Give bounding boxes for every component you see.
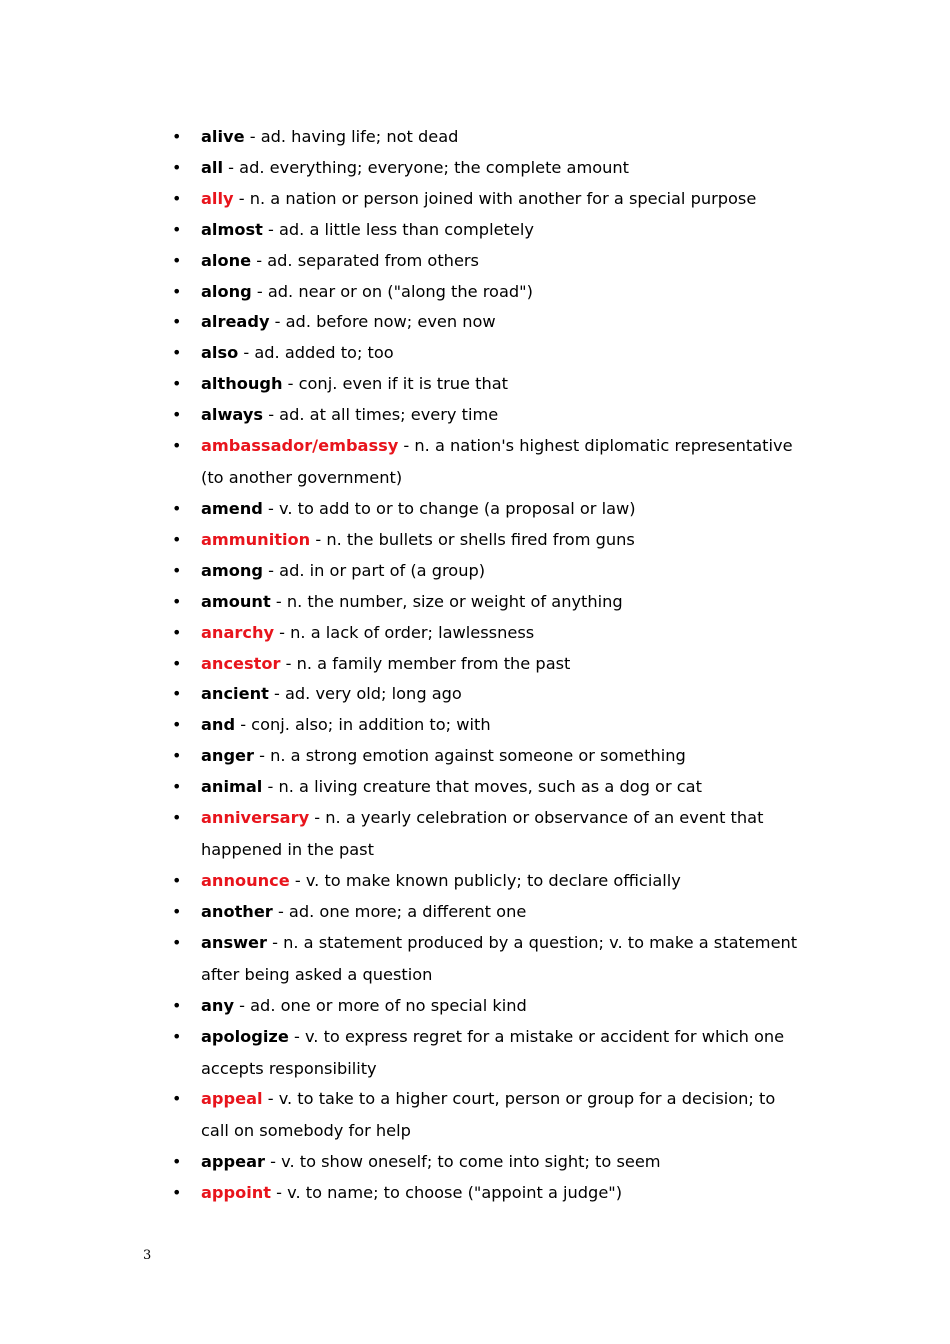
- entry-term: apologize: [201, 1026, 289, 1046]
- entry-term: ancestor: [201, 653, 281, 673]
- vocabulary-list: [0, 121, 950, 1208]
- bullet-icon: •: [172, 808, 182, 828]
- bullet-icon: •: [172, 436, 182, 456]
- bullet-icon: •: [172, 157, 182, 177]
- vocabulary-entry: [0, 1146, 801, 1178]
- entry-term: amend: [201, 498, 263, 518]
- entry-definition: - n. the bullets or shells fired from guns: [310, 529, 635, 549]
- vocabulary-entry: [0, 617, 801, 649]
- vocabulary-entry: [0, 740, 801, 772]
- entry-definition: - ad. everything; everyone; the complete amount: [223, 157, 629, 177]
- entry-definition: - ad. added to; too: [238, 343, 394, 363]
- entry-definition: - n. a lack of order; lawlessness: [274, 622, 535, 642]
- bullet-icon: •: [172, 498, 182, 518]
- entry-definition: - n. the number, size or weight of anything: [270, 591, 623, 611]
- entry-definition: - n. a yearly celebration or observance of an event that happened in the past: [201, 808, 764, 860]
- entry-definition: - n. a statement produced by a question; v. to make a statement after being asked a question: [201, 932, 798, 984]
- vocabulary-entry: [0, 709, 801, 741]
- entry-definition: - ad. one or more of no special kind: [234, 995, 527, 1015]
- vocabulary-entry: [0, 306, 801, 338]
- vocabulary-entry: [0, 927, 801, 991]
- entry-term: answer: [201, 932, 267, 952]
- entry-term: already: [201, 312, 270, 332]
- vocabulary-entry: [0, 678, 801, 710]
- vocabulary-entry: [0, 896, 801, 928]
- entry-term: and: [201, 715, 236, 735]
- bullet-icon: •: [172, 746, 182, 766]
- entry-term: announce: [201, 870, 290, 890]
- bullet-icon: •: [172, 777, 182, 797]
- entry-definition: - v. to take to a higher court, person or group for a decision; to call on somebody for help: [201, 1089, 776, 1141]
- entry-term: amount: [201, 591, 271, 611]
- entry-term: alive: [201, 127, 245, 146]
- bullet-icon: •: [172, 1183, 182, 1203]
- bullet-icon: •: [172, 250, 182, 270]
- vocabulary-entry: [0, 802, 801, 866]
- vocabulary-entry: [0, 430, 801, 494]
- bullet-icon: •: [172, 901, 182, 921]
- entry-term: always: [201, 405, 264, 425]
- bullet-icon: •: [172, 343, 182, 363]
- bullet-icon: •: [172, 560, 182, 580]
- vocabulary-entry: [0, 337, 801, 369]
- bullet-icon: •: [172, 684, 182, 704]
- bullet-icon: •: [172, 715, 182, 735]
- entry-term: almost: [201, 219, 263, 239]
- entry-term: ally: [201, 188, 234, 208]
- vocabulary-entry: [0, 368, 801, 400]
- bullet-icon: •: [172, 1152, 182, 1172]
- entry-definition: - ad. a little less than completely: [262, 219, 534, 239]
- vocabulary-entry: [0, 524, 801, 556]
- entry-term: among: [201, 560, 264, 580]
- entry-term: although: [201, 374, 283, 394]
- entry-definition: - n. a nation or person joined with another for a special purpose: [233, 188, 757, 208]
- entry-term: any: [201, 995, 234, 1015]
- page-number: 3: [143, 1248, 152, 1263]
- entry-term: along: [201, 281, 252, 301]
- vocabulary-entry: [0, 152, 801, 184]
- entry-definition: - conj. even if it is true that: [282, 374, 509, 394]
- bullet-icon: •: [172, 622, 182, 642]
- entry-term: alone: [201, 250, 252, 270]
- bullet-icon: •: [172, 529, 182, 549]
- entry-definition: - n. a strong emotion against someone or something: [254, 746, 686, 766]
- vocabulary-entry: [0, 771, 801, 803]
- bullet-icon: •: [172, 591, 182, 611]
- entry-definition: - n. a living creature that moves, such as a dog or cat: [262, 777, 702, 797]
- entry-definition: - ad. having life; not dead: [244, 127, 459, 146]
- entry-definition: - ad. separated from others: [251, 250, 479, 270]
- bullet-icon: •: [172, 188, 182, 208]
- vocabulary-entry: [0, 865, 801, 897]
- entry-definition: - ad. before now; even now: [269, 312, 496, 332]
- vocabulary-entry: [0, 555, 801, 587]
- entry-term: anger: [201, 746, 254, 766]
- bullet-icon: •: [172, 312, 182, 332]
- vocabulary-entry: [0, 1083, 801, 1147]
- entry-term: animal: [201, 777, 263, 797]
- bullet-icon: •: [172, 870, 182, 890]
- vocabulary-entry: [0, 1021, 801, 1085]
- entry-term: anarchy: [201, 622, 275, 642]
- vocabulary-entry: [0, 214, 801, 246]
- entry-term: anniversary: [201, 808, 310, 828]
- entry-term: ambassador/embassy: [201, 436, 399, 456]
- vocabulary-entry: [0, 121, 801, 153]
- entry-term: also: [201, 343, 239, 363]
- vocabulary-entry: [0, 990, 801, 1022]
- entry-definition: - ad. at all times; every time: [263, 405, 499, 425]
- bullet-icon: •: [172, 995, 182, 1015]
- entry-term: appear: [201, 1152, 265, 1172]
- bullet-icon: •: [172, 1089, 182, 1109]
- vocabulary-entry: [0, 493, 801, 525]
- entry-term: appoint: [201, 1183, 272, 1203]
- entry-definition: - conj. also; in addition to; with: [235, 715, 491, 735]
- bullet-icon: •: [172, 374, 182, 394]
- entry-definition: - v. to make known publicly; to declare officially: [289, 870, 681, 890]
- entry-definition: - v. to name; to choose ("appoint a judge"): [271, 1183, 623, 1203]
- entry-definition: - n. a nation's highest diplomatic representative (to another government): [201, 436, 793, 488]
- bullet-icon: •: [172, 127, 182, 146]
- entry-definition: - ad. in or part of (a group): [263, 560, 486, 580]
- vocabulary-entry: [0, 183, 801, 215]
- bullet-icon: •: [172, 281, 182, 301]
- entry-definition: - v. to show oneself; to come into sight; to seem: [264, 1152, 661, 1172]
- vocabulary-entry: [0, 648, 801, 680]
- bullet-icon: •: [172, 653, 182, 673]
- vocabulary-entry: [0, 276, 801, 308]
- entry-term: ammunition: [201, 529, 311, 549]
- entry-definition: - n. a family member from the past: [280, 653, 571, 673]
- bullet-icon: •: [172, 1026, 182, 1046]
- entry-definition: - v. to add to or to change (a proposal or law): [262, 498, 636, 518]
- entry-term: ancient: [201, 684, 269, 704]
- entry-definition: - v. to express regret for a mistake or accident for which one accepts responsibility: [201, 1026, 785, 1078]
- bullet-icon: •: [172, 405, 182, 425]
- entry-definition: - ad. one more; a different one: [272, 901, 527, 921]
- entry-term: appeal: [201, 1089, 263, 1109]
- entry-term: all: [201, 157, 224, 177]
- vocabulary-entry: [0, 245, 801, 277]
- bullet-icon: •: [172, 932, 182, 952]
- bullet-icon: •: [172, 219, 182, 239]
- entry-term: another: [201, 901, 273, 921]
- vocabulary-entry: [0, 1177, 801, 1209]
- vocabulary-entry: [0, 399, 801, 431]
- entry-definition: - ad. near or on ("along the road"): [251, 281, 533, 301]
- entry-definition: - ad. very old; long ago: [268, 684, 462, 704]
- vocabulary-entry: [0, 586, 801, 618]
